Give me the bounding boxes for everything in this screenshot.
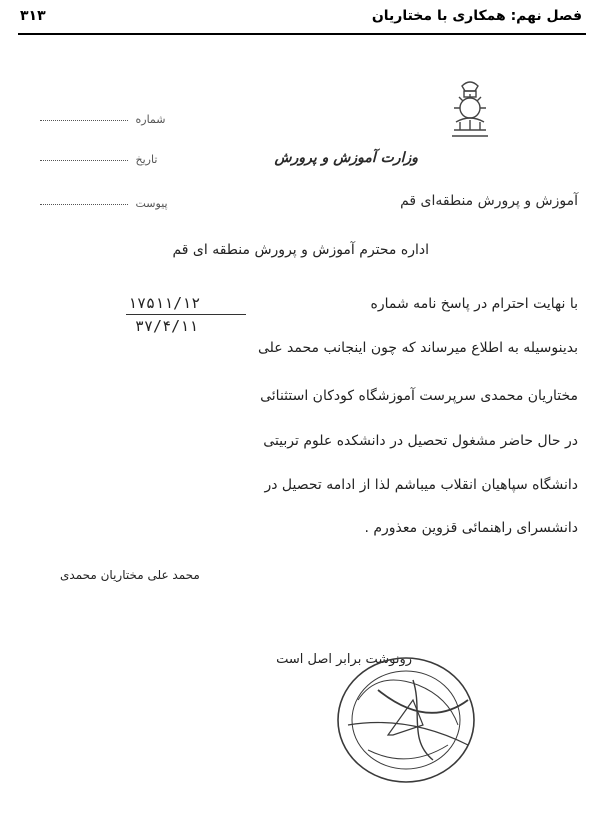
attachment-field-label: پیوست xyxy=(135,197,168,210)
date-field-dots xyxy=(40,160,128,161)
body-line-2: بدینوسیله به اطلاع میرساند که چون اینجانب محمد علی xyxy=(257,340,578,356)
date-field xyxy=(40,153,157,166)
number-field xyxy=(40,113,166,126)
official-stamp-icon xyxy=(318,640,508,790)
body-line-5: دانشگاه سپاهیان انقلاب میباشم لذا از ادامه تحصیل در xyxy=(264,477,578,493)
ministry-name: وزارت آموزش و پرورش xyxy=(274,150,418,166)
attachment-field xyxy=(40,197,168,210)
certification-text: رونوشت برابر اصل است xyxy=(276,652,412,667)
number-field-label: شماره xyxy=(135,113,166,126)
date-field-label: تاریخ xyxy=(135,153,158,166)
page-number: ۳۱۳ xyxy=(20,8,46,24)
emblem-icon xyxy=(440,78,500,140)
reference-number: ۱۷۵۱۱/۱۲ xyxy=(128,294,201,312)
office-name: آموزش و پرورش منطقه‌ای قم xyxy=(400,193,578,209)
number-field-dots xyxy=(40,120,128,121)
header-divider xyxy=(18,33,586,35)
attachment-field-dots xyxy=(40,204,128,205)
body-line-3: مختاریان محمدی سرپرست آموزشگاه کودکان استثنائی xyxy=(260,388,578,404)
reference-underline xyxy=(126,314,246,315)
recipient-line: اداره محترم آموزش و پرورش منطقه ای قم xyxy=(172,242,429,258)
signature-text: محمد علی مختاریان محمدی xyxy=(60,568,200,582)
body-line-4: در حال حاضر مشغول تحصیل در دانشکده علوم تربیتی xyxy=(263,433,578,449)
body-line-1: با نهایت احترام در پاسخ نامه شماره xyxy=(370,296,578,312)
body-line-6: دانشسرای راهنمائی قزوین معذورم . xyxy=(364,520,578,536)
page-header-title: فصل نهم: همکاری با مختاریان xyxy=(371,8,582,24)
reference-date: ۳۷/۴/۱۱ xyxy=(135,317,199,335)
